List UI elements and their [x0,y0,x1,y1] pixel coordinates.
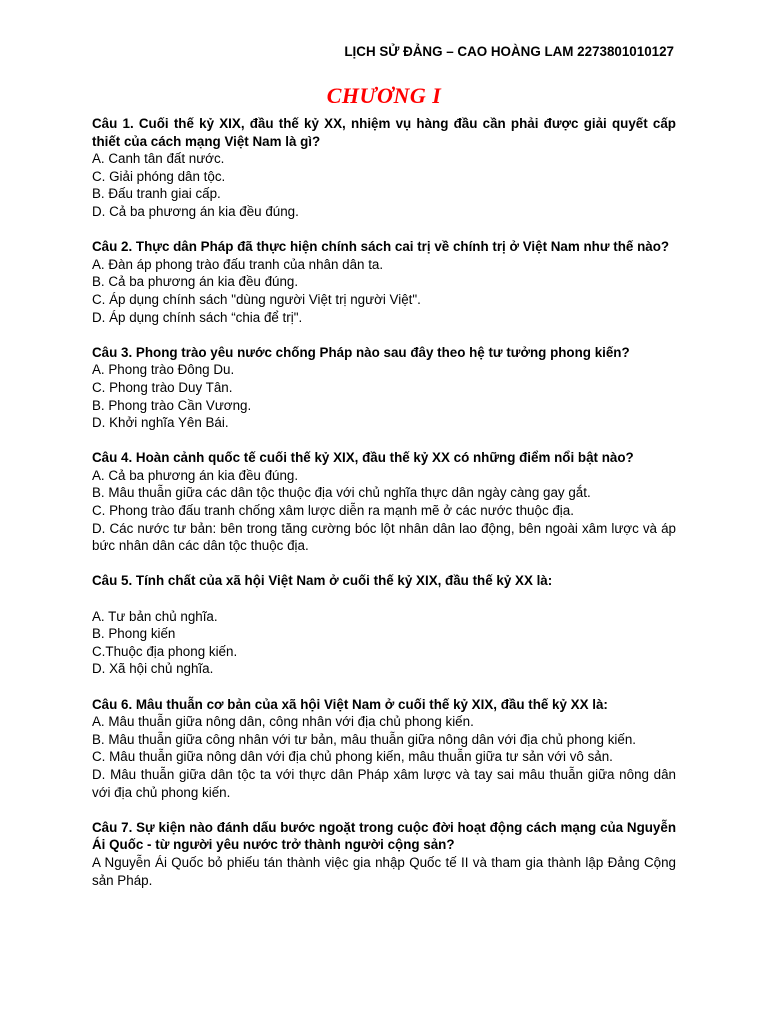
question-3 [92,344,676,432]
question-text: Câu 1. Cuối thế kỷ XIX, đầu thế kỷ XX, nhiệm vụ hàng đầu cần phải được giải quyết cấp thiết của cách mạng Việt Nam là gì? [92,116,676,149]
chapter-title: CHƯƠNG I [326,83,442,108]
answer-option: C. Phong trào Duy Tân. [92,379,233,395]
answer-option: C. Áp dụng chính sách "dùng người Việt trị người Việt". [92,291,421,307]
answer-option: A. Mâu thuẫn giữa nông dân, công nhân với địa chủ phong kiến. [92,714,474,730]
answer-option: D. Áp dụng chính sách “chia để trị". [92,309,303,325]
answer-option: B. Cả ba phương án kia đều đúng. [92,274,299,290]
question-text: Câu 7. Sự kiện nào đánh dấu bước ngoặt trong cuộc đời hoạt động cách mạng của Nguyễn Ái Quốc - từ người yêu nước trở thành người cộng sản? [92,819,676,853]
answer-option: A. Canh tân đất nước. [92,151,225,167]
page-header: LỊCH SỬ ĐẢNG – CAO HOÀNG LAM 2273801010127 [344,44,674,59]
answer-option: A Nguyễn Ái Quốc bỏ phiếu tán thành việc gia nhập Quốc tế II và tham gia thành lập Đảng Cộng sản Pháp. [92,854,676,888]
question-text: Câu 4. Hoàn cảnh quốc tế cuối thế kỷ XIX, đầu thế kỷ XX có những điểm nổi bật nào? [92,450,634,466]
answer-option: C. Mâu thuẫn giữa nông dân với địa chủ phong kiến, mâu thuẫn giữa tư sản với vô sản. [92,749,613,765]
blank-line [92,590,676,608]
question-2 [92,238,676,326]
question-text: Câu 2. Thực dân Pháp đã thực hiện chính sách cai trị về chính trị ở Việt Nam như thế nào? [92,239,670,255]
question-6 [92,696,676,802]
answer-option: A. Cả ba phương án kia đều đúng. [92,467,299,483]
answer-option: A. Phong trào Đông Du. [92,362,235,378]
answer-option: A. Tư bản chủ nghĩa. [92,608,218,624]
answer-option: D. Cả ba phương án kia đều đúng. [92,203,299,219]
question-5 [92,572,676,678]
question-text: Câu 3. Phong trào yêu nước chống Pháp nào sau đây theo hệ tư tưởng phong kiến? [92,344,630,360]
answer-option: D. Các nước tư bản: bên trong tăng cường bóc lột nhân dân lao động, bên ngoài xâm lược và áp bức nhân dân các dân tộc thuộc địa. [92,520,676,554]
answer-option: B. Phong kiến [92,626,176,642]
answer-option: B. Mâu thuẫn giữa các dân tộc thuộc địa với chủ nghĩa thực dân ngày càng gay gắt. [92,485,591,501]
answer-option: A. Đàn áp phong trào đấu tranh của nhân dân ta. [92,256,384,272]
question-4 [92,449,676,555]
answer-option: C.Thuộc địa phong kiến. [92,643,238,659]
answer-option: C. Giải phóng dân tộc. [92,168,226,184]
answer-option: B. Đấu tranh giai cấp. [92,186,221,202]
answer-option: B. Mâu thuẫn giữa công nhân với tư bản, mâu thuẫn giữa nông dân với địa chủ phong kiến. [92,731,636,747]
answer-option: D. Mâu thuẫn giữa dân tộc ta với thực dân Pháp xâm lược và tay sai mâu thuẫn giữa nông dân với địa chủ phong kiến. [92,766,676,800]
question-1 [92,115,676,221]
answer-option: D. Xã hội chủ nghĩa. [92,661,214,677]
answer-option: D. Khởi nghĩa Yên Bái. [92,415,229,431]
question-7 [92,819,676,889]
question-list [92,115,676,907]
answer-option: B. Phong trào Cần Vương. [92,397,252,413]
question-text: Câu 6. Mâu thuẫn cơ bản của xã hội Việt Nam ở cuối thế kỷ XIX, đầu thế kỷ XX là: [92,696,608,712]
question-text: Câu 5. Tính chất của xã hội Việt Nam ở cuối thế kỷ XIX, đầu thế kỷ XX là: [92,573,553,589]
answer-option: C. Phong trào đấu tranh chống xâm lược diễn ra mạnh mẽ ở các nước thuộc địa. [92,503,574,519]
